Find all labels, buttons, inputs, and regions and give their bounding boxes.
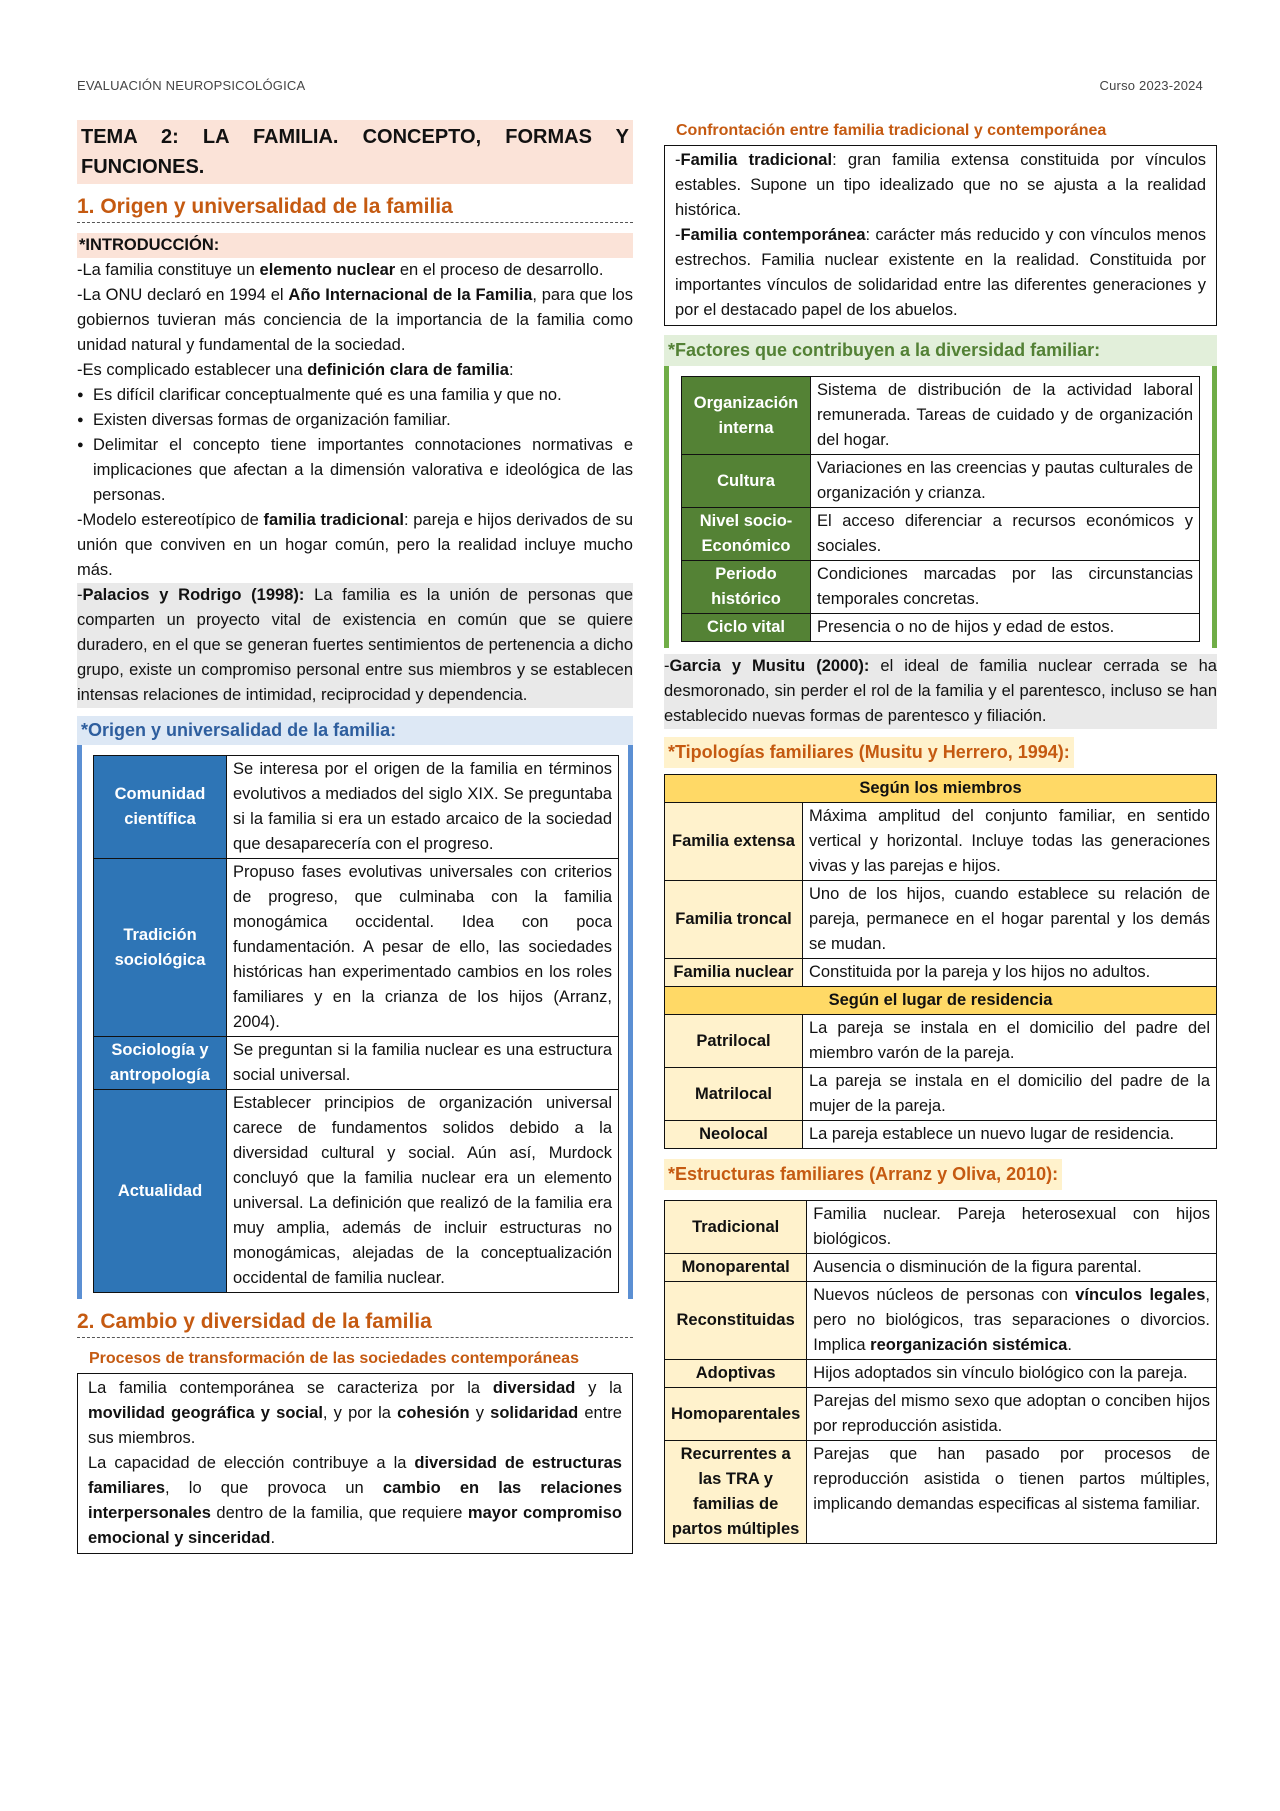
row-text: Variaciones en las creencias y pautas culturales de organización y crianza. [811,455,1200,508]
transformation-paragraph-2: La capacidad de elección contribuye a la diversidad de estructuras familiares, lo que provoca un cambio en las relaciones interpersonales dentro de la familia, que requiere mayor compromiso emocional y sinceridad. [88,1454,622,1547]
row-text: La pareja establece un nuevo lugar de residencia. [803,1121,1217,1149]
row-text: Condiciones marcadas por las circunstancias temporales concretas. [811,561,1200,614]
row-text: Se preguntan si la familia nuclear es una estructura social universal. [227,1037,619,1090]
row-label: Adoptivas [665,1360,807,1388]
origin-table-frame [77,745,633,1299]
row-text: Parejas que han pasado por procesos de reproducción asistida o tienen partos múltiples, implicando demandas especificas al sistema familiar. [807,1441,1217,1544]
table-row [665,803,1217,881]
row-text: Máxima amplitud del conjunto familiar, en sentido vertical y horizontal. Incluye todas las generaciones vivas y las parejas e hijos. [803,803,1217,881]
row-label: Familia troncal [665,881,803,959]
row-label: Neolocal [665,1121,803,1149]
row-label: Monoparental [665,1254,807,1282]
table-row [665,1282,1217,1360]
row-text: La pareja se instala en el domicilio del padre del miembro varón de la pareja. [803,1015,1217,1068]
row-label: Ciclo vital [682,614,811,642]
table-row [665,1441,1217,1544]
row-label: Sociología y antropología [94,1037,227,1090]
page-title: TEMA 2: LA FAMILIA. CONCEPTO, FORMAS Y FUNCIONES. [77,120,633,184]
factors-heading: *Factores que contribuyen a la diversidad familiar: [664,335,1217,366]
row-text: Hijos adoptados sin vínculo biológico con la pareja. [807,1360,1217,1388]
row-label: Actualidad [94,1090,227,1293]
structures-table [664,1200,1217,1544]
row-text: Familia nuclear. Pareja heterosexual con hijos biológicos. [807,1201,1217,1254]
typology-table [664,774,1217,1149]
table-row [94,1090,619,1293]
header-course-name: EVALUACIÓN NEUROPSICOLÓGICA [77,78,306,93]
row-label: Periodo histórico [682,561,811,614]
typology-heading: *Tipologías familiares (Musitu y Herrero, 1994): [664,737,1074,768]
structures-heading: *Estructuras familiares (Arranz y Oliva, 2010): [664,1159,1062,1190]
table-row [665,1201,1217,1254]
row-text: La pareja se instala en el domicilio del padre de la mujer de la pareja. [803,1068,1217,1121]
list-item: ● Delimitar el concepto tiene importantes connotaciones normativas e implicaciones que afectan a la dimensión valorativa e ideológica de las personas. [77,433,633,508]
table-row [682,377,1200,455]
row-text: Propuso fases evolutivas universales con criterios de progreso, que culminaba con la familia monogámica occidental. Idea con poca fundamentación. A pesar de ello, las sociedades históricas han experimentado cambios en los roles familiares y en la crianza de los hijos (Arranz, 2004). [227,859,619,1037]
table-row [665,987,1217,1015]
row-label: Cultura [682,455,811,508]
typology-subheading: Según los miembros [665,775,1217,803]
row-text: Uno de los hijos, cuando establece su relación de pareja, permanece en el hogar parental y los demás se mudan. [803,881,1217,959]
row-text: Ausencia o disminución de la figura parental. [807,1254,1217,1282]
intro-paragraph-1: -La familia constituye un elemento nuclear en el proceso de desarrollo. [77,261,604,279]
row-label: Homoparentales [665,1388,807,1441]
transformation-box [77,1373,633,1554]
row-text: Nuevos núcleos de personas con vínculos legales, pero no biológicos, tras separaciones o divorcios. Implica reorganización sistémica. [807,1282,1217,1360]
table-row [94,1037,619,1090]
traditional-family-text: -Familia tradicional: gran familia extensa constituida por vínculos estables. Supone un tipo idealizado que no se ajusta a la realidad histórica. [675,151,1207,219]
row-label: Tradición sociológica [94,859,227,1037]
row-label: Tradicional [665,1201,807,1254]
origin-table [93,755,619,1293]
table-row [665,775,1217,803]
table-row [682,455,1200,508]
confrontation-box [664,145,1217,326]
confrontation-title: Confrontación entre familia tradicional y contemporánea [676,122,1107,139]
palacios-definition: -Palacios y Rodrigo (1998): La familia es la unión de personas que comparten un proyecto vital de existencia en común que se quiere duradero, en el que se generan fuertes sentimientos de pertenencia a dicho grupo, existe un compromiso personal entre sus miembros y se establecen intensas relaciones de intimidad, reciprocidad y dependencia. [77,583,633,708]
section1-heading: 1. Origen y universalidad de la familia [77,184,633,223]
row-label: Familia extensa [665,803,803,881]
table-row [682,508,1200,561]
table-row [665,959,1217,987]
table-row [665,1015,1217,1068]
row-text: Establecer principios de organización universal carece de fundamentos solidos debido a la diversidad cultural y social. Aún así, Murdock concluyó que la familia nuclear era un elemento universal. La definición que realizó de la familia era muy amplia, además de incluir estructuras no monogámicas, alejadas de la conceptualización occidental de familia nuclear. [227,1090,619,1293]
list-item: ● Existen diversas formas de organización familiar. [77,408,633,433]
row-text: Se interesa por el origen de la familia en términos evolutivos a mediados del siglo XIX. Se preguntaba si la familia si era un estado arcaico de la sociedad que desaparecería con el progreso. [227,756,619,859]
row-text: Constituida por la pareja y los hijos no adultos. [803,959,1217,987]
list-item: ● Es difícil clarificar conceptualmente qué es una familia y que no. [77,383,633,408]
transformation-paragraph-1: La familia contemporánea se caracteriza por la diversidad y la movilidad geográfica y social, y por la cohesión y solidaridad entre sus miembros. [88,1379,622,1447]
row-label: Patrilocal [665,1015,803,1068]
transformation-title: Procesos de transformación de las sociedades contemporáneas [89,1350,579,1367]
factors-table [681,376,1200,642]
structures-heading-wrap [664,1159,1217,1190]
table-row [94,756,619,859]
garcia-musitu-text: -Garcia y Musitu (2000): el ideal de familia nuclear cerrada se ha desmoronado, sin perder el rol de la familia y el parentesco, incluso se han establecido nuevas formas de parentesco y filiación. [664,654,1217,729]
typology-subheading: Según el lugar de residencia [665,987,1217,1015]
intro-paragraph-3: -Es complicado establecer una definición clara de familia: [77,361,514,379]
table-row [665,1388,1217,1441]
table-row [682,561,1200,614]
table-row [94,859,619,1037]
table-row [665,1121,1217,1149]
table-row [665,1360,1217,1388]
row-text: Parejas del mismo sexo que adoptan o conciben hijos por reproducción asistida. [807,1388,1217,1441]
section2-heading: 2. Cambio y diversidad de la familia [77,1299,633,1338]
row-label: Nivel socio-Económico [682,508,811,561]
row-label: Familia nuclear [665,959,803,987]
row-label: Reconstituidas [665,1282,807,1360]
table-row [665,1254,1217,1282]
intro-paragraph-4: -Modelo estereotípico de familia tradicional: pareja e hijos derivados de su unión que conviven en un hogar común, pero la realidad incluye mucho más. [77,511,633,579]
left-column [77,120,633,1554]
factors-table-frame [664,366,1217,648]
row-text: Sistema de distribución de la actividad laboral remunerada. Tareas de cuidado y de organización del hogar. [811,377,1200,455]
page-header [77,78,1203,93]
row-text: El acceso diferenciar a recursos económicos y sociales. [811,508,1200,561]
table-row [665,1068,1217,1121]
intro-paragraph-2: -La ONU declaró en 1994 el Año Internacional de la Familia, para que los gobiernos tuvieran más conciencia de la importancia de la familia como unidad natural y fundamental de la sociedad. [77,286,633,354]
right-column [664,118,1217,1544]
intro-label: *INTRODUCCIÓN: [77,233,633,258]
row-label: Comunidad científica [94,756,227,859]
table-row [665,881,1217,959]
header-year: Curso 2023-2024 [1099,78,1203,93]
contemporary-family-text: -Familia contemporánea: carácter más reducido y con vínculos menos estrechos. Familia nuclear existente en la realidad. Constituida por importantes vínculos de solidaridad entre las diferentes generaciones y por el destacado papel de los abuelos. [675,226,1206,319]
row-label: Matrilocal [665,1068,803,1121]
row-label: Organización interna [682,377,811,455]
typology-heading-wrap [664,737,1217,768]
row-label: Recurrentes a las TRA y familias de partos múltiples [665,1441,807,1544]
origin-heading: *Origen y universalidad de la familia: [77,716,633,745]
table-row [682,614,1200,642]
row-text: Presencia o no de hijos y edad de estos. [811,614,1200,642]
